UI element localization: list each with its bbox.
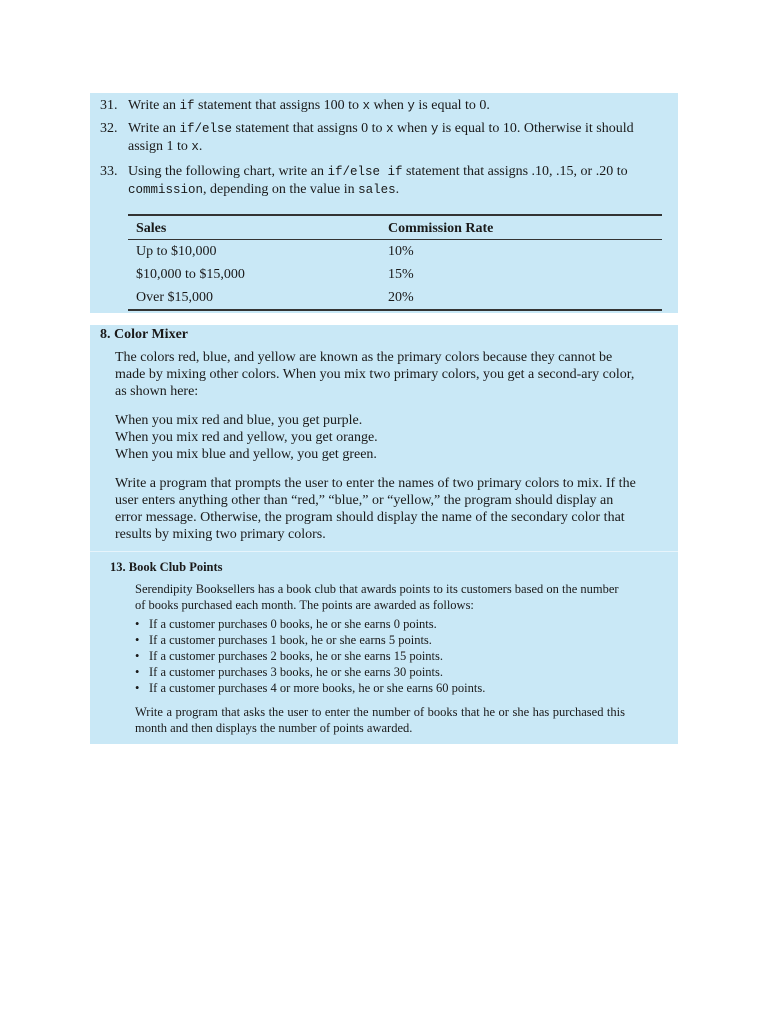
question-number: 31. [100, 98, 118, 113]
task-text: Write a program that prompts the user to enter the names of two primary colors to mix. If the user enters anything other than “red,” “blue,” or “yellow,” the program should display an error message. Otherwise, the program should display the name of the secondary color that results by mixing two primary colors. [115, 476, 636, 542]
question-text: . [395, 182, 400, 197]
code-keyword: if [179, 99, 195, 113]
commission-table [128, 214, 662, 311]
column-header-commission-rate: Commission Rate [380, 215, 662, 240]
rate-cell: 20% [380, 286, 662, 310]
question-text: statement that assigns 100 to [194, 98, 363, 113]
task-paragraph: Write a program that asks the user to enter the number of books that he or she has purchased this month and then displays the number of points awarded. [135, 705, 625, 735]
question-text: is equal to 10. Otherwise it should assign 1 to [128, 121, 634, 154]
list-item [135, 648, 625, 664]
table-row [128, 263, 662, 286]
list-item-text: If a customer purchases 2 books, he or she earns 15 points. [149, 649, 444, 663]
question-text: . [198, 139, 203, 154]
bullet-icon: • [135, 633, 140, 647]
code-keyword: if/else if [327, 165, 403, 179]
question-text: Write an [128, 121, 180, 136]
table-row [128, 286, 662, 310]
intro-paragraph: Serendipity Booksellers has a book club that awards points to its customers based on the number of books purchased each month. The points are awarded as follows: [135, 582, 619, 612]
bullet-icon: • [135, 617, 140, 631]
intro-text: The colors red, blue, and yellow are known as the primary colors because they cannot be made by mixing other colors. When you mix two primary colors, you get a second-ary color, as shown here: [115, 350, 635, 399]
question-text: when [393, 121, 431, 136]
question-number: 33. [100, 164, 118, 179]
exercises-panel [90, 93, 678, 313]
list-item-text: If a customer purchases 3 books, he or she earns 30 points. [149, 665, 444, 679]
question-text: is equal to 0. [414, 98, 490, 113]
sales-cell: Over $15,000 [128, 286, 380, 310]
question-31 [100, 97, 666, 115]
points-list [135, 616, 625, 696]
code-variable: x [386, 122, 394, 136]
question-text: statement that assigns 0 to [232, 121, 387, 136]
table-row [128, 240, 662, 264]
question-33 [100, 163, 666, 199]
list-item [135, 680, 625, 696]
sales-cell: $10,000 to $15,000 [136, 266, 245, 282]
bullet-icon: • [135, 665, 140, 679]
list-item [135, 664, 625, 680]
list-item [135, 616, 625, 632]
list-item-text: If a customer purchases 1 book, he or she earns 5 points. [149, 633, 432, 647]
code-variable: x [362, 99, 371, 113]
column-header-sales: Sales [128, 215, 380, 240]
example-line: When you mix red and blue, you get purple. [115, 413, 363, 428]
examples-block [115, 412, 643, 463]
section-title: 8. Color Mixer [100, 327, 188, 342]
intro-paragraph [115, 349, 643, 400]
code-variable: commission [128, 183, 204, 197]
question-text: statement that assigns .10, .15, or .20 to [402, 164, 628, 179]
example-line: When you mix blue and yellow, you get green. [115, 447, 377, 462]
bullet-icon: • [135, 681, 140, 695]
code-variable: sales [358, 183, 396, 197]
book-club-panel [90, 552, 678, 744]
example-line: When you mix red and yellow, you get orange. [115, 430, 378, 445]
code-variable: y [430, 122, 439, 136]
code-keyword: if/else [179, 122, 233, 136]
code-variable: y [407, 99, 415, 113]
list-item [135, 632, 625, 648]
question-text: when [370, 98, 408, 113]
task-paragraph [115, 475, 643, 543]
question-number: 32. [100, 121, 118, 136]
color-mixer-panel [90, 325, 678, 551]
code-variable: x [191, 140, 199, 154]
rate-cell: 10% [388, 243, 414, 259]
question-text: , depending on the value in [203, 182, 359, 197]
table-header-row [128, 215, 662, 240]
section-title: 13. Book Club Points [110, 560, 223, 574]
sales-cell: Up to $10,000 [136, 243, 217, 259]
question-text: Using the following chart, write an [128, 164, 328, 179]
question-text: Write an [128, 98, 180, 113]
bullet-icon: • [135, 649, 140, 663]
list-item-text: If a customer purchases 4 or more books, he or she earns 60 points. [149, 681, 486, 695]
question-32 [100, 120, 666, 156]
rate-cell: 15% [388, 266, 414, 282]
list-item-text: If a customer purchases 0 books, he or she earns 0 points. [149, 617, 437, 631]
